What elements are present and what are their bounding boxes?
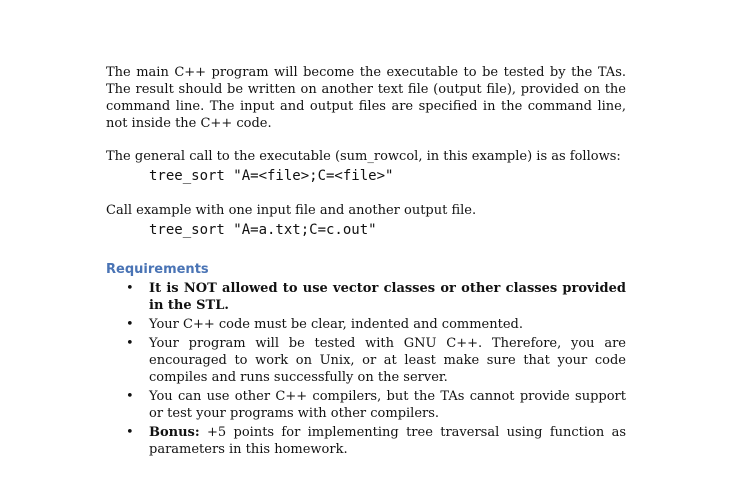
requirement-bold-text: It is NOT allowed to use vector classes or other classes provided in the STL. [149, 281, 626, 313]
bullet-icon: • [126, 336, 134, 351]
requirement-bold-text: Bonus: [149, 425, 200, 440]
requirement-text: Your program will be tested with GNU C++. Therefore, you are encouraged to work on Unix, or at least make sure that your code compiles and runs successfully on the server. [149, 336, 626, 385]
requirement-item-gnu [106, 335, 626, 386]
example-call-paragraph: Call example with one input file and another output file. [106, 203, 477, 218]
requirement-item-other-compilers [106, 388, 626, 422]
general-call-code: tree_sort "A=<file>;C=<file>" [149, 168, 394, 184]
general-call-paragraph: The general call to the executable (sum_rowcol, in this example) is as follows: [106, 149, 621, 164]
bullet-icon: • [126, 425, 134, 440]
example-call-code: tree_sort "A=a.txt;C=c.out" [149, 222, 377, 238]
requirement-text: You can use other C++ compilers, but the TAs cannot provide support or test your programs with other compilers. [149, 389, 626, 421]
requirement-text: +5 points for implementing tree traversal using function as parameters in this homework. [149, 425, 626, 457]
requirement-item-bonus [106, 424, 626, 458]
document-page [106, 64, 626, 460]
bullet-icon: • [126, 281, 134, 296]
requirements-list [106, 280, 626, 458]
requirement-item-stl [106, 280, 626, 314]
intro-paragraph: The main C++ program will become the executable to be tested by the TAs. The result should be written on another text file (output file), provided on the command line. The input and output files are specified in the command line, not inside the C++ code. [106, 65, 626, 131]
requirements-heading: Requirements [106, 262, 209, 277]
requirement-item-code-style [106, 316, 626, 333]
bullet-icon: • [126, 317, 134, 332]
bullet-icon: • [126, 389, 134, 404]
requirement-text: Your C++ code must be clear, indented and commented. [149, 317, 523, 332]
